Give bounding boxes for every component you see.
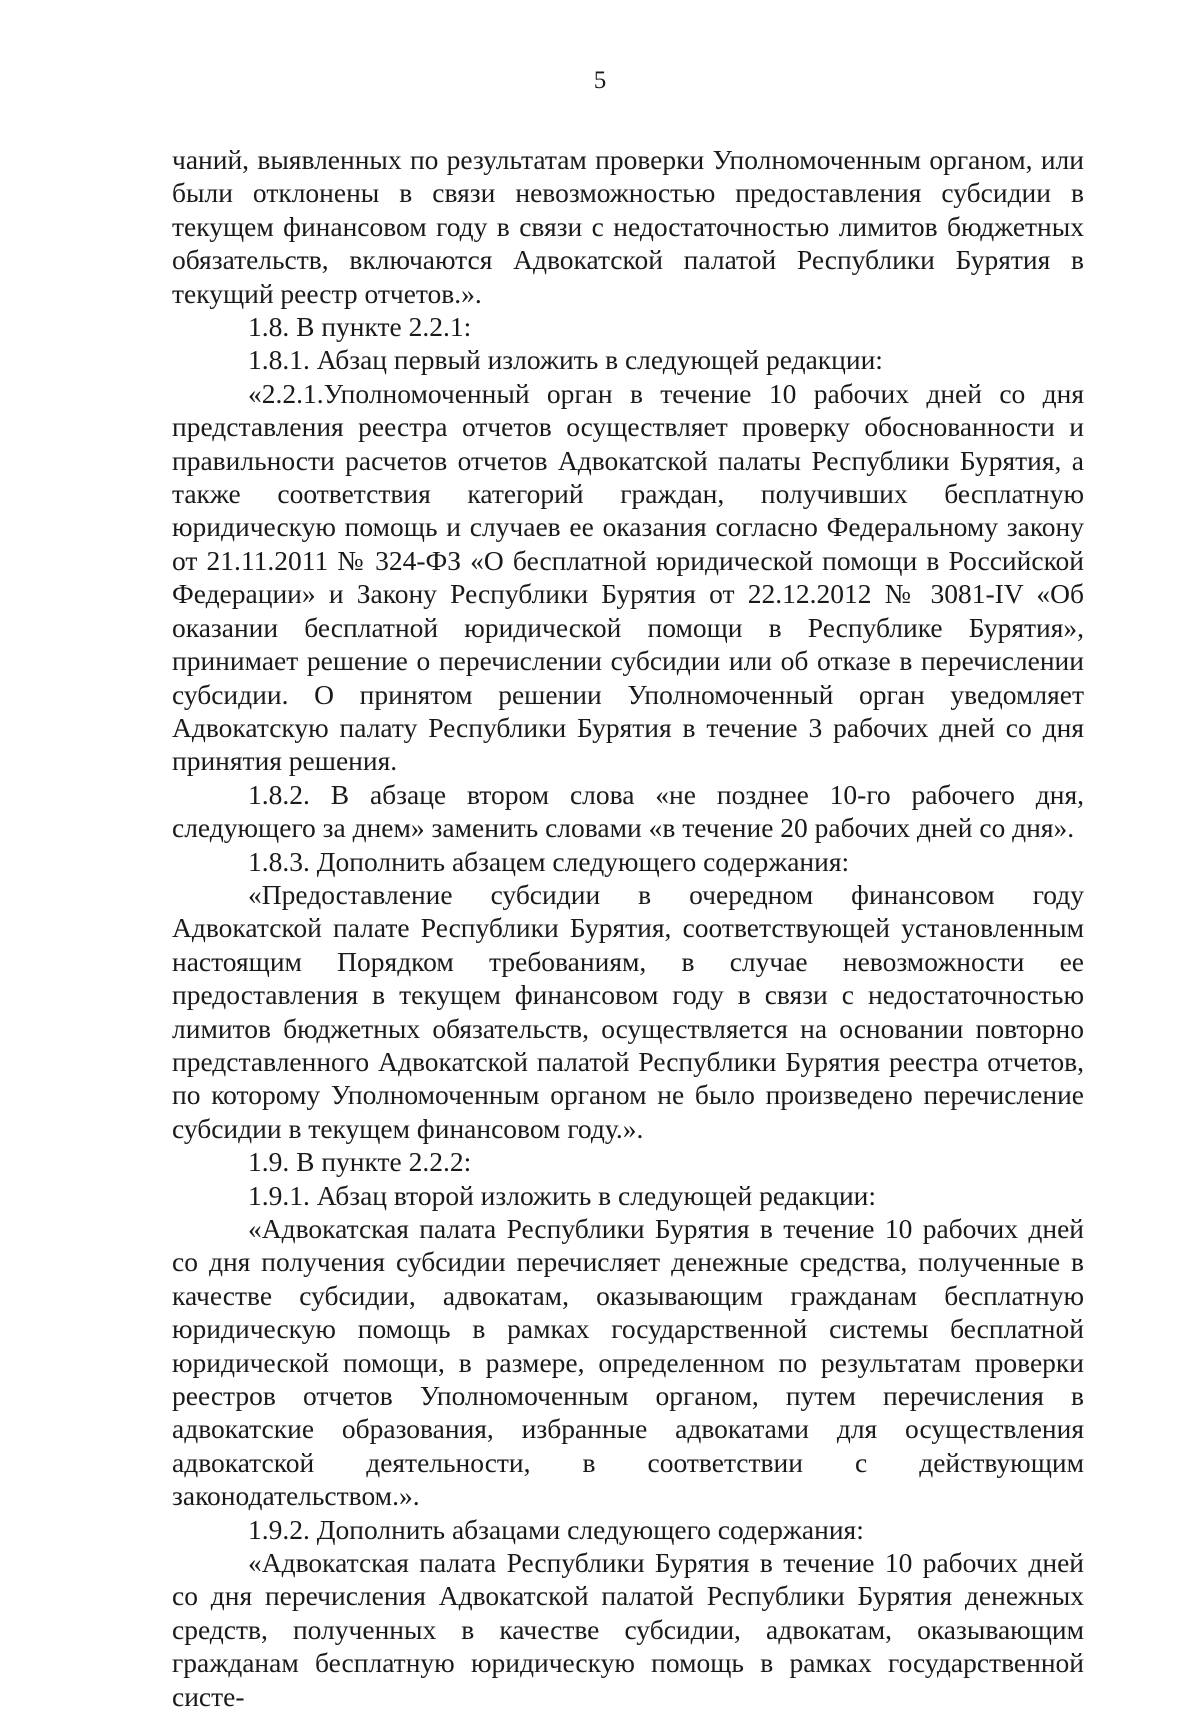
paragraph-clause-1-8-3: 1.8.3. Дополнить абзацем следующего содержания: [248,845,850,877]
paragraph-quote-report: «Адвокатская палата Республики Бурятия в течение 10 рабочих дней со дня перечисления Адвокатской палатой Республики Бурятия денежных средств, полученных в качестве субсидии, адвокатам, оказывающим гражданам бесплатную юридическую помощь в рамках государственной систе- [172,1547,1084,1712]
document-body [172,143,1084,1713]
paragraph-clause-1-8-1: 1.8.1. Абзац первый изложить в следующей редакции: [248,344,883,376]
paragraph-continuation: чаний, выявленных по результатам проверки Уполномоченным органом, или были отклонены в связи невозможностью предоставления субсидии в текущем финансовом году в связи с недостаточностью лимитов бюджетных обязательств, включаются Адвокатской палатой Республики Бурятия в текущий реестр отчетов.». [172,144,1084,309]
paragraph-quote-transfer-funds: «Адвокатская палата Республики Бурятия в течение 10 рабочих дней со дня получения субсидии перечисляет денежные средства, полученные в качестве субсидии, адвокатам, оказывающим гражданам бесплатную юридическую помощь в рамках государственной системы бесплатной юридической помощи, в размере, определенном по результатам проверки реестров отчетов Уполномоченным органом, путем перечисления в адвокатские образования, избранные адвокатами для осуществления адвокатской деятельности, в соответствии с действующим законодательством.». [172,1213,1084,1512]
paragraph-clause-1-9-2: 1.9.2. Дополнить абзацами следующего содержания: [248,1513,864,1545]
paragraph-clause-1-8: 1.8. В пункте 2.2.1: [248,311,472,343]
page-number: 5 [593,67,607,94]
paragraph-quote-subsidy-next-year: «Предоставление субсидии в очередном финансовом году Адвокатской палате Республики Бурятия, соответствующей установленным настоящим Порядком требованиям, в случае невозможности ее предоставления в текущем финансовом году в связи с недостаточностью лимитов бюджетных обязательств, осуществляется на основании повторно представленного Адвокатской палатой Республики Бурятия реестра отчетов, по которому Уполномоченным органом не было произведено перечисление субсидии в текущем финансовом году.». [172,878,1084,1144]
paragraph-clause-1-8-2: 1.8.2. В абзаце втором слова «не позднее 10-го рабочего дня, следующего за днем» заменить словами «в течение 20 рабочих дней со дня». [172,778,1084,844]
paragraph-quote-2-2-1: «2.2.1.Уполномоченный орган в течение 10 рабочих дней со дня представления реестра отчетов осуществляет проверку обоснованности и правильности расчетов отчетов Адвокатской палаты Республики Бурятия, а также соответствия категорий граждан, получивших бесплатную юридическую помощь и случаев ее оказания согласно Федеральному закону от 21.11.2011 № 324-ФЗ «О бесплатной юридической помощи в Российской Федерации» и Закону Республики Бурятия от 22.12.2012 № 3081-IV «Об оказании бесплатной юридической помощи в Республике Бурятия», принимает решение о перечислении субсидии или об отказе в перечислении субсидии. О принятом решении Уполномоченный орган уведомляет Адвокатскую палату Республики Бурятия в течение 3 рабочих дней со дня принятия решения. [172,377,1084,777]
paragraph-clause-1-9-1: 1.9.1. Абзац второй изложить в следующей редакции: [248,1179,877,1211]
paragraph-clause-1-9: 1.9. В пункте 2.2.2: [248,1146,472,1178]
